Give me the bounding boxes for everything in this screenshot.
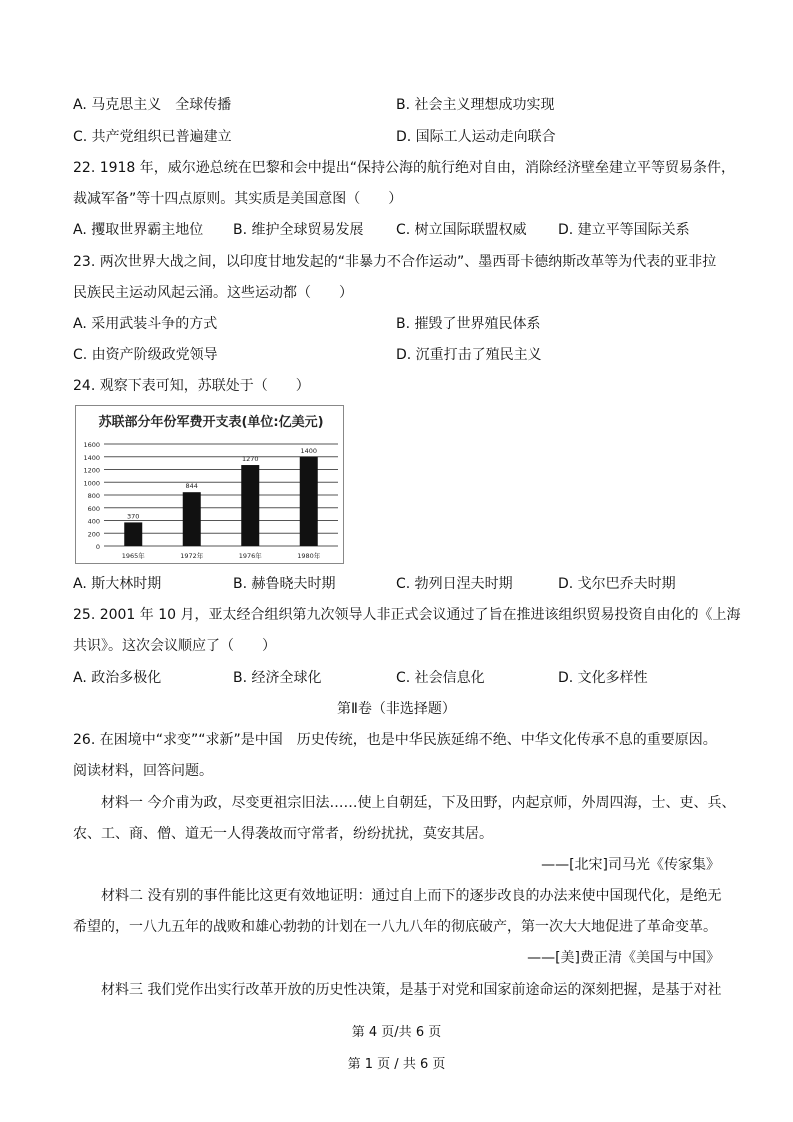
y-tick-label: 0 xyxy=(95,543,100,551)
y-tick-label: 1200 xyxy=(83,466,100,475)
q23-option-a: A. 采用武装斗争的方式 xyxy=(73,316,218,332)
material-2: 材料二 没有别的事件能比这更有效地证明：通过自上而下的逐步改良的办法来使中国现代化，是绝无 xyxy=(101,888,722,904)
data-label: 1400 xyxy=(300,446,318,455)
q24-option-a: A. 斯大林时期 xyxy=(73,576,162,592)
y-tick-label: 1400 xyxy=(83,453,100,462)
inner-page-number: 第 4 页/共 6 页 xyxy=(351,1025,442,1040)
q23-option-b: B. 摧毁了世界殖民体系 xyxy=(396,316,541,332)
outer-page-number: 第 1 页 / 共 6 页 xyxy=(347,1057,446,1072)
bar xyxy=(124,522,142,546)
q23-option-d: D. 沉重打击了殖民主义 xyxy=(396,347,542,363)
q24-option-d: D. 戈尔巴乔夫时期 xyxy=(558,576,676,592)
x-tick-label: 1965年 xyxy=(121,552,145,560)
material-1-cont: 农、工、商、僧、道无一人得袭故而守常者，纷纷扰扰，莫安其居。 xyxy=(73,826,493,842)
q25-stem: 25. 2001 年 10 月，亚太经合组织第九次领导人非正式会议通过了旨在推进该组织贸易投资自由化的《上海 xyxy=(73,607,741,623)
q24-option-b: B. 赫鲁晓夫时期 xyxy=(233,576,336,592)
q24-stem: 24. 观察下表可知，苏联处于（ ） xyxy=(73,378,310,394)
bar xyxy=(300,457,318,546)
material-2-source: ——[美]费正清《美国与中国》 xyxy=(527,950,720,966)
q25-option-c: C. 社会信息化 xyxy=(396,670,485,686)
y-tick-label: 1600 xyxy=(83,441,100,449)
material-1-source: ——[北宋]司马光《传家集》 xyxy=(541,857,720,873)
material-1: 材料一 今介甫为政，尽变更祖宗旧法……使上自朝廷，下及田野，内起京师，外周四海，士、吏、兵、 xyxy=(101,795,736,811)
q21-option-c: C. 共产党组织已普遍建立 xyxy=(73,129,232,145)
material-3: 材料三 我们党作出实行改革开放的历史性决策，是基于对党和国家前途命运的深刻把握，是基于对社 xyxy=(101,982,722,998)
q25-option-a: A. 政治多极化 xyxy=(73,670,162,686)
x-tick-label: 1972年 xyxy=(180,552,204,560)
x-tick-label: 1980年 xyxy=(297,552,321,560)
q22-stem: 22. 1918 年，威尔逊总统在巴黎和会中提出“保持公海的航行绝对自由，消除经济壁垒建立平等贸易条件， xyxy=(73,160,736,176)
q23-stem-2: 民族民主运动风起云涌。这些运动都（ ） xyxy=(73,285,353,301)
y-tick-label: 400 xyxy=(87,517,100,526)
data-label: 370 xyxy=(127,512,140,521)
y-tick-label: 800 xyxy=(87,492,100,500)
chart-title: 苏联部分年份军费开支表(单位:亿美元) xyxy=(98,415,324,430)
y-tick-label: 1000 xyxy=(83,479,100,488)
q21-option-d: D. 国际工人运动走向联合 xyxy=(396,129,556,145)
q21-option-a: A. 马克思主义 全球传播 xyxy=(73,97,232,113)
q22-option-a: A. 攫取世界霸主地位 xyxy=(73,222,204,238)
q22-option-d: D. 建立平等国际关系 xyxy=(558,222,690,238)
data-label: 1270 xyxy=(241,455,259,464)
q25-option-d: D. 文化多样性 xyxy=(558,670,648,686)
y-tick-label: 200 xyxy=(87,530,100,539)
q23-option-c: C. 由资产阶级政党领导 xyxy=(73,347,218,363)
q21-option-b: B. 社会主义理想成功实现 xyxy=(396,97,555,113)
y-tick-label: 600 xyxy=(87,504,100,513)
q26-stem: 26. 在困境中“求变”“求新”是中国 历史传统，也是中华民族延绵不绝、中华文化传承不息的重要原因。 xyxy=(73,732,717,748)
x-tick-label: 1976年 xyxy=(238,552,262,560)
material-2-cont: 希望的，一八九五年的战败和雄心勃勃的计划在一八九八年的彻底破产，第一次大大地促进了革命变革。 xyxy=(73,919,717,935)
q23-stem: 23. 两次世界大战之间，以印度甘地发起的“非暴力不合作运动”、墨西哥卡德纳斯改革等为代表的亚非拉 xyxy=(73,254,717,270)
q22-option-b: B. 维护全球贸易发展 xyxy=(233,222,364,238)
q22-option-c: C. 树立国际联盟权威 xyxy=(396,222,527,238)
bar xyxy=(241,465,259,546)
bar xyxy=(183,492,201,546)
data-label: 844 xyxy=(185,482,198,491)
q25-stem-2: 共识》。这次会议顺应了（ ） xyxy=(73,638,276,654)
military-spending-chart xyxy=(75,405,344,564)
q22-stem-2: 裁减军备”等十四点原则。其实质是美国意图（ ） xyxy=(73,191,403,207)
q24-option-c: C. 勃列日涅夫时期 xyxy=(396,576,513,592)
section-heading: 第Ⅱ卷（非选择题） xyxy=(337,701,456,717)
q26-stem-2: 阅读材料，回答问题。 xyxy=(73,763,213,779)
q25-option-b: B. 经济全球化 xyxy=(233,670,322,686)
